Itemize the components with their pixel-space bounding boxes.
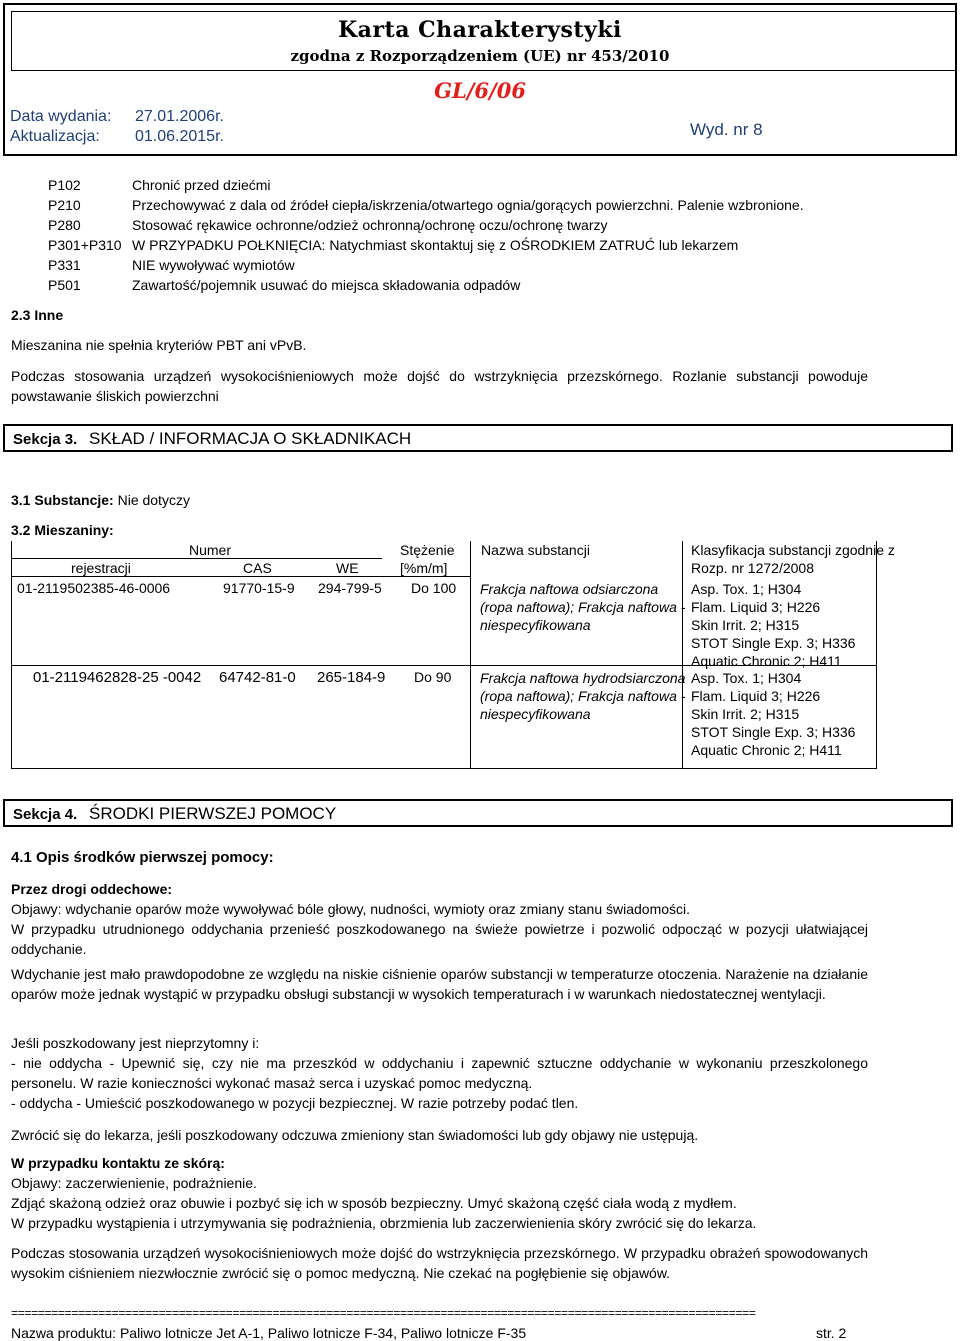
- header-cas: CAS: [243, 560, 272, 576]
- precaution-code: P501: [48, 277, 81, 293]
- doctor-note: Zwrócić się do lekarza, jeśli poszkodowany odczuwa zmieniony stan świadomości lub gdy objawy nie ustępują.: [11, 1127, 699, 1143]
- row-1-cas: 91770-15-9: [223, 580, 295, 596]
- precaution-text: NIE wywoływać wymiotów: [132, 257, 295, 273]
- subsection-4-1-heading: 4.1 Opis środków pierwszej pomocy:: [11, 849, 274, 866]
- document-subtitle: zgodna z Rozporządzeniem (UE) nr 453/2010: [290, 47, 670, 65]
- product-name: Nazwa produktu: Paliwo lotnicze Jet A-1, Paliwo lotnicze F-34, Paliwo lotnicze F-35: [11, 1325, 527, 1341]
- substances-value: Nie dotyczy: [113, 492, 190, 508]
- pbt-note: Mieszanina nie spełnia kryteriów PBT ani vPvB.: [11, 337, 307, 353]
- precaution-code: P102: [48, 177, 81, 193]
- precaution-text: Stosować rękawice ochronne/odzież ochronną/ochronę oczu/ochronę twarzy: [132, 217, 608, 233]
- skin-heading: W przypadku kontaktu ze skórą:: [11, 1155, 225, 1171]
- header-klasyfikacja-ref: Rozp. nr 1272/2008: [691, 560, 814, 576]
- row-2-rejestracji: 01-2119462828-25 -0042: [33, 669, 202, 686]
- row-1-stezenie: Do 100: [411, 580, 457, 596]
- unconscious-block: Jeśli poszkodowany jest nieprzytomny i: - nie oddycha - Upewnić się, czy nie ma przeszkód w oddychaniu i zapewnić sztuczne oddychanie w wykonaniu przeszkolonego personelu. W razie konieczności wykonać masaż serca i uzyskać pomoc medyczną. - oddycha - Umieścić poszkodowanego w pozycji bezpiecznej. W razie potrzeby podać tlen.: [11, 1035, 868, 1111]
- header-rejestracji: rejestracji: [71, 560, 131, 576]
- precaution-code: P280: [48, 217, 81, 233]
- precaution-text: Zawartość/pojemnik usuwać do miejsca składowania odpadów: [132, 277, 521, 293]
- footer-separator: ===============================================================================================================: [11, 1306, 756, 1320]
- row-2-we: 265-184-9: [317, 669, 386, 686]
- issue-date-label: Data wydania:: [10, 108, 112, 125]
- header-klasyfikacja: Klasyfikacja substancji zgodnie z: [691, 542, 895, 558]
- row-2-nazwa: Frakcja naftowa hydrodsiarczona (ropa naftowa); Frakcja naftowa - niespecyfikowana: [480, 670, 686, 722]
- inhalation-block: Przez drogi oddechowe: Objawy: wdychanie oparów może wywoływać bóle głowy, nudności, wymioty oraz zmiany stanu świadomości. W przypadku utrudnionego oddychania przenieść poszkodowanego na świeże powietrze i pozwolić odpocząć w pozycji ułatwiającej oddychanie.: [11, 881, 868, 957]
- precaution-text: Chronić przed dziećmi: [132, 177, 271, 193]
- document-code: GL/6/06: [434, 78, 526, 103]
- section-3-header: [3, 424, 953, 452]
- row-1-nazwa: Frakcja naftowa odsiarczona (ropa naftowa); Frakcja naftowa - niespecyfikowana: [480, 581, 686, 633]
- header-stezenie-unit: [%m/m]: [400, 560, 448, 576]
- row-2-stezenie: Do 90: [414, 669, 452, 685]
- substances-line: [11, 492, 190, 508]
- section-title: ŚRODKI PIERWSZEJ POMOCY: [89, 804, 337, 823]
- row-1-klasyfikacja: Asp. Tox. 1; H304 Flam. Liquid 3; H226 Skin Irrit. 2; H315 STOT Single Exp. 3; H336 Aquatic Chronic 2; H411: [691, 581, 856, 669]
- precaution-code: P331: [48, 257, 81, 273]
- update-date: 01.06.2015r.: [135, 128, 224, 145]
- skin-block: W przypadku kontaktu ze skórą: Objawy: zaczerwienienie, podrażnienie. Zdjąć skażoną odzież oraz obuwie i pozbyć się ich w sposób bezpieczny. Umyć skażoną część ciała wodą z mydłem. W przypadku wystąpienia i utrzymywania się podrażnienia, obrzmienia lub zaczerwienienia skóry zwrócić się do lekarza.: [11, 1153, 868, 1233]
- precaution-text: W PRZYPADKU POŁKNIĘCIA: Natychmiast skontaktuj się z OŚRODKIEM ZATRUĆ lub lekarzem: [132, 237, 739, 253]
- subsection-2-3-heading: 2.3 Inne: [11, 307, 64, 323]
- header-stezenie: Stężenie: [400, 542, 455, 558]
- inhalation-heading: Przez drogi oddechowe:: [11, 881, 173, 897]
- inhalation-note: Wdychanie jest mało prawdopodobne ze względu na niskie ciśnienie oparów substancji w temperaturze otoczenia. Narażenie na działanie oparów może jednak wystąpić w przypadku obsługi substancji w wysokich temperaturach i w warunkach niedostatecznej wentylacji.: [11, 966, 868, 1002]
- row-2-klasyfikacja: Asp. Tox. 1; H304 Flam. Liquid 3; H226 Skin Irrit. 2; H315 STOT Single Exp. 3; H336 Aquatic Chronic 2; H411: [691, 670, 856, 758]
- row-1-we: 294-799-5: [318, 580, 382, 596]
- precaution-code: P301+P310: [48, 237, 122, 253]
- update-date-label: Aktualizacja:: [10, 128, 100, 145]
- header-we: WE: [336, 560, 359, 576]
- mixtures-label: 3.2 Mieszaniny:: [11, 522, 114, 538]
- issue-date: 27.01.2006r.: [135, 108, 224, 125]
- injection-first-aid: Podczas stosowania urządzeń wysokociśnieniowych może dojść do wstrzyknięcia przezskórnego. W przypadku obrażeń spowodowanych wysokim ciśnieniem niezwłocznie zwrócić się o pomoc medyczną. Nie czekać na pogłębienie się objawów.: [11, 1245, 868, 1281]
- edition-number: Wyd. nr 8: [690, 120, 763, 139]
- precaution-code: P210: [48, 197, 81, 213]
- header-numer: Numer: [189, 542, 232, 558]
- injection-note: Podczas stosowania urządzeń wysokociśnieniowych może dojść do wstrzyknięcia przezskórnego. Rozlanie substancji powoduje powstawanie śliskich powierzchni: [11, 368, 868, 404]
- section-number: Sekcja 4.: [13, 806, 78, 823]
- header-nazwa: Nazwa substancji: [481, 542, 590, 558]
- section-title: SKŁAD / INFORMACJA O SKŁADNIKACH: [89, 429, 412, 448]
- document-title: Karta Charakterystyki: [338, 17, 622, 43]
- section-number: Sekcja 3.: [13, 431, 78, 448]
- section-4-header: [3, 799, 953, 827]
- row-2-cas: 64742-81-0: [219, 669, 296, 686]
- substances-label: 3.1 Substancje:: [11, 492, 114, 508]
- composition-table: [11, 541, 895, 769]
- page-number: str. 2: [816, 1325, 847, 1341]
- row-1-rejestracji: 01-2119502385-46-0006: [17, 580, 171, 596]
- precaution-text: Przechowywać z dala od źródeł ciepła/iskrzenia/otwartego ognia/gorących powierzchni. Palenie wzbronione.: [132, 197, 804, 213]
